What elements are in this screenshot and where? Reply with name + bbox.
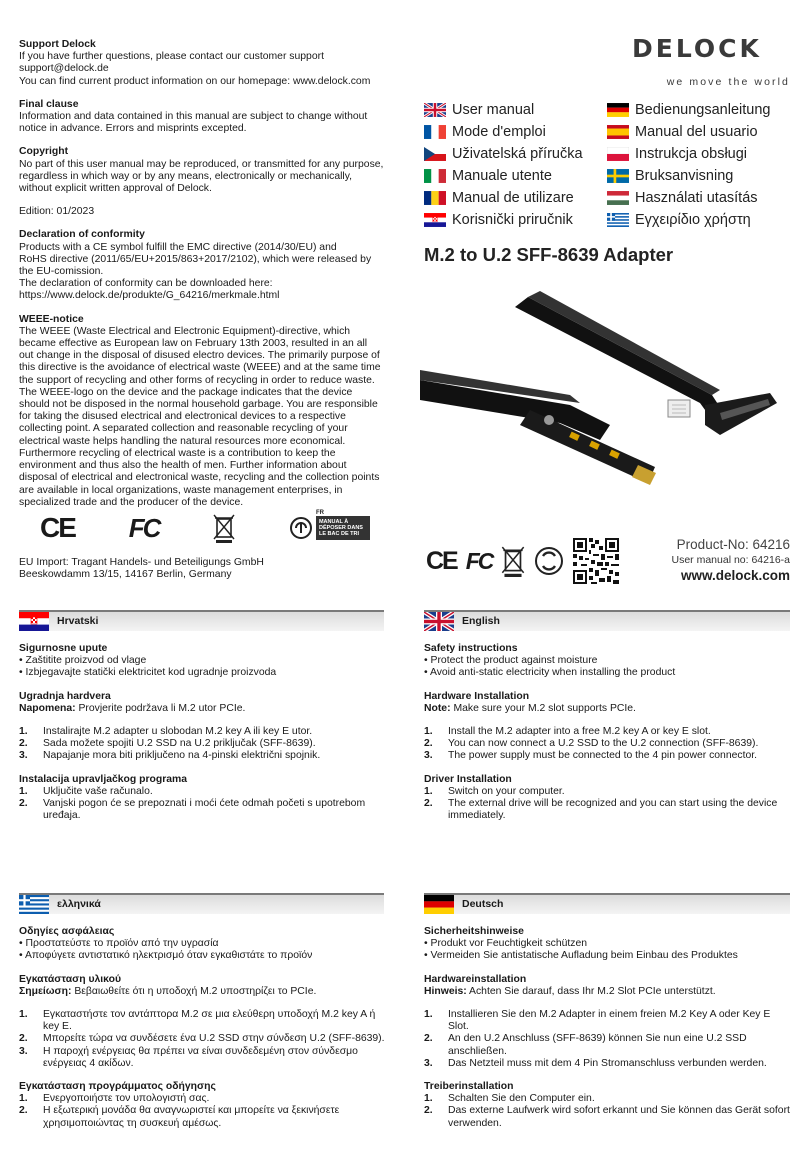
hardware-title: Hardwareinstallation — [424, 973, 527, 985]
triman-text: MANUAL À DÉPOSER DANS LE BAC DE TRI — [318, 519, 363, 537]
step-number: 3. — [19, 750, 28, 762]
step-text: Εγκαταστήστε τον αντάπτορα M.2 σε μια ελεύθερη υποδοχή M.2 key A ή key E. — [43, 1009, 376, 1033]
copyright-title: Copyright — [19, 146, 69, 158]
language-item — [424, 167, 552, 185]
step-item — [424, 798, 790, 822]
step-number: 3. — [424, 750, 433, 762]
language-label: Manual del usuario — [635, 123, 758, 140]
language-label: User manual — [452, 101, 535, 118]
eu-import-block — [19, 557, 384, 581]
language-label: Bedienungsanleitung — [635, 101, 771, 118]
step-text: The external drive will be recognized and you can start using the device immediately. — [448, 798, 778, 822]
green-dot-icon — [534, 546, 564, 576]
step-item — [19, 1009, 394, 1033]
step-number: 2. — [19, 798, 28, 810]
section-header-en — [424, 610, 790, 631]
note-label: Napomena: — [19, 702, 76, 714]
language-label: Uživatelská příručka — [452, 145, 583, 162]
step-text: Μπορείτε τώρα να συνδέσετε ένα U.2 SSD στην σύνδεση U.2 (SFF-8639). — [43, 1033, 385, 1045]
driver-title: Driver Installation — [424, 773, 512, 785]
note-label: Hinweis: — [424, 985, 467, 997]
eu-import-line: EU Import: Tragant Handels- und Beteiligungs GmbH — [19, 557, 264, 568]
section-header-label: Deutsch — [462, 898, 504, 911]
support-line: You can find current product information on our homepage: www.delock.com — [19, 75, 371, 87]
language-label: Manuale utente — [452, 167, 552, 184]
language-label: Korisnički priručnik — [452, 211, 573, 228]
sweden-flag-icon — [607, 169, 629, 183]
step-text: Install the M.2 adapter into a free M.2 key A or key E slot. — [448, 726, 711, 738]
language-item — [607, 101, 770, 119]
step-item — [424, 1093, 790, 1105]
section-body-hr — [19, 643, 384, 833]
website-link[interactable]: www.delock.com — [680, 568, 790, 583]
germany-flag-icon — [424, 895, 454, 914]
step-item — [19, 738, 384, 750]
italy-flag-icon — [424, 169, 446, 183]
weee-bin-icon — [501, 545, 525, 577]
step-number: 1. — [424, 1093, 433, 1105]
language-item — [607, 211, 751, 229]
step-text: Η εξωτερική μονάδα θα αναγνωριστεί και μπορείτε να ξεκινήσετε χρησιμοποιώντας τη συσκευή αμέσως. — [43, 1105, 340, 1129]
step-item — [19, 798, 384, 822]
step-item — [424, 786, 790, 798]
croatia-flag-icon — [424, 213, 446, 227]
step-text: Installieren Sie den M.2 Adapter in einem freien M.2 Key A oder Key E Slot. — [448, 1009, 771, 1033]
step-item — [424, 750, 790, 762]
logo-brand: DELOCK — [632, 33, 762, 63]
step-number: 3. — [424, 1057, 433, 1069]
triman-icon — [289, 516, 313, 540]
section-body-de — [424, 926, 790, 1141]
ce-mark: CE — [426, 546, 457, 575]
step-text: You can now connect a U.2 SSD to the U.2 connection (SFF-8639). — [448, 738, 759, 750]
romania-flag-icon — [424, 191, 446, 205]
step-text: Das Netzteil muss mit dem 4 Pin Stromanschluss verbunden werden. — [448, 1057, 767, 1069]
conformity-line: The declaration of conformity can be downloaded here: — [19, 278, 273, 290]
step-item — [19, 786, 384, 798]
hardware-note — [424, 703, 790, 715]
section-header-hr — [19, 610, 384, 631]
conformity-url-link[interactable]: https://www.delock.de/produkte/G_64216/merkmale.html — [19, 290, 280, 302]
step-item — [424, 738, 790, 750]
conformity-line: Products with a CE symbol fulfill the EMC directive (2014/30/EU) and — [19, 241, 337, 253]
support-block — [19, 39, 384, 88]
safety-title: Sicherheitshinweise — [424, 926, 524, 937]
support-email-link[interactable]: support@delock.de — [19, 63, 109, 75]
step-text: Das externe Laufwerk wird sofort erkannt und Sie können das Gerät sofort verwenden. — [448, 1105, 790, 1129]
greece-flag-icon — [607, 213, 629, 227]
weee-bin-icon — [213, 513, 235, 543]
language-label: Manual de utilizare — [452, 189, 574, 206]
safety-item: • Protect the product against moisture — [424, 655, 598, 667]
left-marks-row — [40, 510, 370, 546]
conformity-title: Declaration of conformity — [19, 229, 145, 241]
language-label: Εγχειρίδιο χρήστη — [635, 211, 751, 228]
france-flag-icon — [424, 125, 446, 139]
safety-title: Safety instructions — [424, 643, 518, 654]
triman-badge — [315, 510, 370, 540]
step-number: 1. — [19, 1093, 28, 1105]
step-item — [424, 1009, 790, 1033]
safety-title: Οδηγίες ασφάλειας — [19, 926, 115, 937]
spain-flag-icon — [607, 125, 629, 139]
language-item — [607, 145, 747, 163]
step-item — [424, 726, 790, 738]
manual-number: User manual no: 64216-a — [671, 554, 790, 566]
left-info-column — [19, 39, 384, 520]
step-item — [424, 1033, 790, 1057]
safety-item: • Αποφύγετε αντιστατικό ηλεκτρισμό όταν εγκαθιστάτε το προϊόν — [19, 950, 313, 962]
product-title: M.2 to U.2 SFF-8639 Adapter — [424, 244, 674, 265]
step-number: 3. — [19, 1045, 28, 1057]
triman-fr-label: FR — [315, 510, 324, 516]
language-label: Használati utasítás — [635, 189, 758, 206]
language-item — [607, 123, 758, 141]
step-number: 1. — [19, 1009, 28, 1021]
poland-flag-icon — [607, 147, 629, 161]
step-item — [19, 1105, 394, 1129]
step-text: Instalirajte M.2 adapter u slobodan M.2 key A ili key E utor. — [43, 726, 313, 738]
step-item — [19, 726, 384, 738]
product-image — [420, 285, 790, 505]
copyright-text: No part of this user manual may be reproduced, or transmitted for any purpose, regardless in which way or by any means, electronically or mechanically, without explicit written approval of Delock. — [19, 158, 384, 195]
hardware-title: Εγκατάσταση υλικού — [19, 973, 122, 985]
step-number: 2. — [19, 1105, 28, 1117]
note-text: Make sure your M.2 slot supports PCIe. — [450, 702, 636, 714]
language-item — [424, 145, 583, 163]
czech-flag-icon — [424, 147, 446, 161]
step-text: The power supply must be connected to the 4 pin power connector. — [448, 750, 758, 762]
section-header-de — [424, 893, 790, 914]
step-item — [19, 750, 384, 762]
note-text: Achten Sie darauf, dass Ihr M.2 Slot PCIe unterstützt. — [466, 985, 716, 997]
safety-title: Sigurnosne upute — [19, 643, 108, 654]
edition-block — [19, 206, 384, 218]
hungary-flag-icon — [607, 191, 629, 205]
language-label: Bruksanvisning — [635, 167, 734, 184]
section-header-label: ελληνικά — [57, 898, 101, 911]
logo-tagline: we move the world — [666, 76, 790, 88]
note-label: Note: — [424, 702, 451, 714]
hardware-note — [424, 986, 790, 998]
copyright-block — [19, 146, 384, 195]
language-item — [607, 167, 733, 185]
step-text: Η παροχή ενέργειας θα πρέπει να είναι συνδεδεμένη στον σύνδεσμο ενέργειας 4 ακίδων. — [43, 1045, 358, 1069]
logo-wordmark — [632, 34, 790, 64]
product-info-block — [600, 536, 790, 585]
uk-flag-icon — [424, 103, 446, 117]
final-clause-title: Final clause — [19, 98, 79, 110]
safety-item: • Avoid anti-static electricity when installing the product — [424, 667, 676, 679]
uk-flag-icon — [424, 612, 454, 631]
fcc-mark: FC — [465, 547, 493, 574]
step-text: Uključite vaše računalo. — [43, 785, 153, 797]
step-text: Ενεργοποιήστε τον υπολογιστή σας. — [43, 1093, 210, 1105]
language-label: Instrukcja obsługi — [635, 145, 748, 162]
hardware-title: Hardware Installation — [424, 690, 530, 702]
safety-item: • Zaštitite proizvod od vlage — [19, 655, 147, 667]
safety-item: • Vermeiden Sie antistatische Aufladung beim Einbau des Produktes — [424, 950, 738, 962]
language-item — [424, 101, 534, 119]
driver-title: Treiberinstallation — [424, 1081, 514, 1093]
language-item — [424, 211, 573, 229]
step-text: Switch on your computer. — [448, 785, 565, 797]
driver-title: Εγκατάσταση προγράμματος οδήγησης — [19, 1081, 216, 1093]
step-number: 1. — [19, 726, 28, 738]
greece-flag-icon — [19, 895, 49, 914]
step-item — [19, 1033, 394, 1045]
language-label: Mode d'emploi — [452, 123, 546, 140]
step-number: 2. — [19, 1033, 28, 1045]
step-number: 2. — [424, 1033, 433, 1045]
fcc-mark: FC — [128, 512, 160, 543]
step-number: 2. — [19, 738, 28, 750]
edition-text: Edition: 01/2023 — [19, 206, 95, 218]
step-text: Napajanje mora biti priključeno na 4-pinski električni spojnik. — [43, 750, 321, 762]
hardware-title: Ugradnja hardvera — [19, 690, 111, 702]
step-item — [19, 1046, 394, 1070]
language-item — [607, 189, 758, 207]
step-text: Vanjski pogon će se prepoznati i moći ćete odmah početi s upotrebom uređaja. — [43, 798, 366, 822]
section-header-label: English — [462, 615, 500, 628]
step-number: 1. — [424, 1009, 433, 1021]
weee-text: The WEEE (Waste Electrical and Electronic Equipment)-directive, which became effective as European law on February 13th 2003, resulted in an all out change in the disposal of disused electro devices. The primarily purpose of this directive is the avoidance of electrical waste (WEEE) and at the same time the support of recycling and other forms of recycling in order to reduce waste. The WEEE-logo on the device and the package indicates that the device should not be disposed in the normal household garbage. You are responsible for taking the disused electrical and electronical devices to a respective collecting point. A separated collection and reasonable recycling of your electrical waste helps handling the natural resources more economical. Furthermore recycling of electrical waste is a contribution to keep the environment and thus also the health of men. Further information about disposal of electrical and electronical waste, recycling and the collection points are available in local organizations, waste management enterprises, in specialized trade and the producer of the device. — [19, 325, 381, 508]
conformity-line: RoHS directive (2011/65/EU+2015/863+2017/2102), which were released by the EU-comission. — [19, 253, 372, 278]
safety-item: • Produkt vor Feuchtigkeit schützen — [424, 938, 588, 950]
conformity-block — [19, 229, 384, 302]
step-number: 1. — [424, 726, 433, 738]
step-text: Sada možete spojiti U.2 SSD na U.2 priključak (SFF-8639). — [43, 738, 316, 750]
weee-title: WEEE-notice — [19, 313, 84, 325]
safety-item: • Προστατεύστε το προϊόν από την υγρασία — [19, 938, 219, 950]
safety-item: • Izbjegavajte statički elektricitet kod ugradnje proizvoda — [19, 667, 277, 679]
triman-logo — [289, 510, 370, 540]
section-body-gr — [19, 926, 394, 1141]
delock-logo — [632, 34, 790, 90]
weee-block — [19, 314, 384, 509]
language-item — [424, 123, 546, 141]
final-clause-text: Information and data contained in this manual are subject to change without notice in advance. Errors and misprints excepted. — [19, 111, 368, 135]
section-header-gr — [19, 893, 384, 914]
support-title: Support Delock — [19, 39, 96, 50]
step-text: An den U.2 Anschluss (SFF-8639) können Sie nun eine U.2 SSD anschließen. — [448, 1033, 747, 1057]
driver-title: Instalacija upravljačkog programa — [19, 773, 188, 785]
step-text: Schalten Sie den Computer ein. — [448, 1093, 595, 1105]
step-item — [424, 1105, 790, 1129]
note-text: Provjerite podržava li M.2 utor PCIe. — [75, 702, 246, 714]
step-number: 2. — [424, 798, 433, 810]
ce-mark: CE — [40, 511, 75, 543]
note-text: Βεβαιωθείτε ότι η υποδοχή M.2 υποστηρίζει το PCIe. — [71, 985, 317, 997]
product-number: Product-No: 64216 — [676, 537, 790, 552]
eu-import-line: Beeskowdamm 13/15, 14167 Berlin, Germany — [19, 569, 232, 581]
final-clause-block — [19, 99, 384, 136]
hardware-note — [19, 986, 394, 998]
step-item — [19, 1093, 394, 1105]
croatia-flag-icon — [19, 612, 49, 631]
section-body-en — [424, 643, 790, 833]
germany-flag-icon — [607, 103, 629, 117]
step-number: 1. — [19, 785, 28, 797]
language-item — [424, 189, 574, 207]
step-number: 2. — [424, 738, 433, 750]
hardware-note — [19, 703, 384, 715]
section-header-label: Hrvatski — [57, 615, 99, 628]
note-label: Σημείωση: — [19, 985, 72, 997]
support-line: If you have further questions, please contact our customer support — [19, 51, 324, 63]
step-item — [424, 1058, 790, 1070]
step-number: 2. — [424, 1105, 433, 1117]
step-number: 1. — [424, 785, 433, 797]
